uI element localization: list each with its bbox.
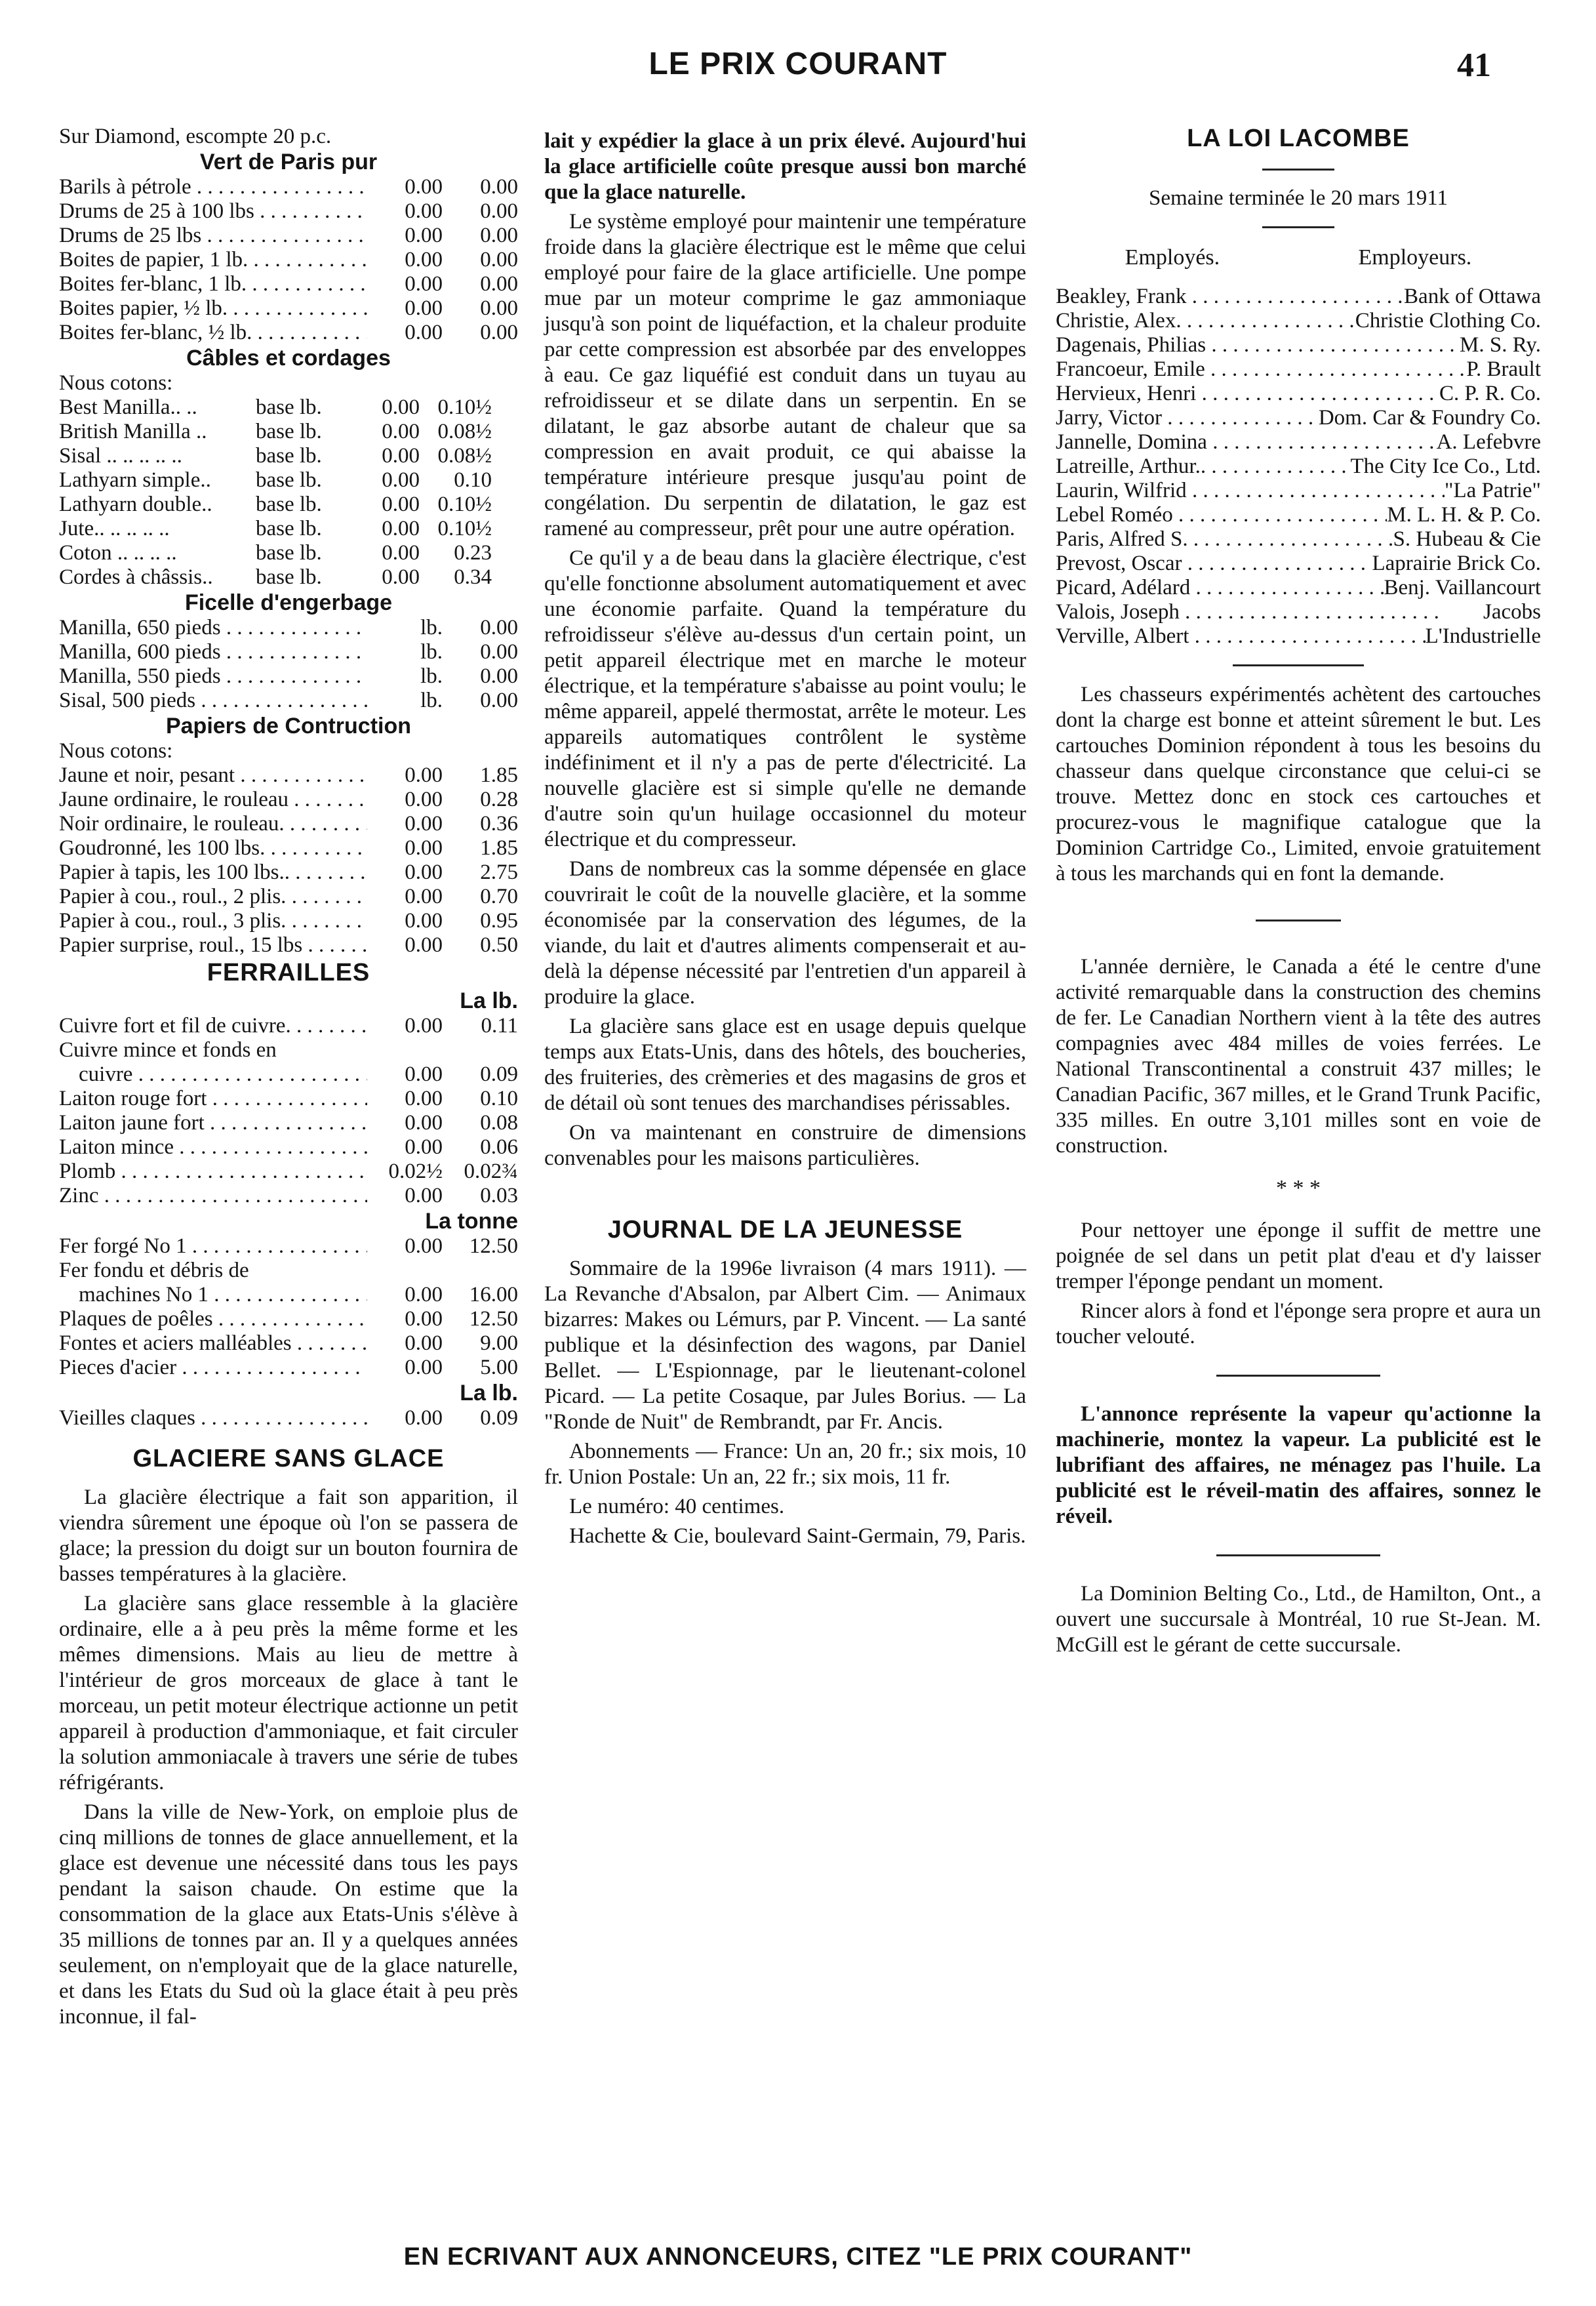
paragraph-belting: La Dominion Belting Co., Ltd., de Hamilton, Ont., a ouvert une succursale à Montréal, 10 rue St-Jean. M. McGill est le gérant de cette succursale.	[1056, 1582, 1541, 1657]
price-high: 1.85	[480, 836, 518, 860]
price-low: 0.00	[405, 296, 443, 320]
papiers-subtitle: Nous cotons:	[59, 739, 173, 763]
price-low: 0.00	[405, 248, 443, 272]
price-row	[59, 1135, 518, 1160]
price-unit: base lb.	[256, 395, 322, 419]
price-low: 0.00	[405, 199, 443, 223]
price-label: Sisal, 500 pieds . . .	[59, 689, 367, 713]
employee-name: Verville, Albert . . .	[1056, 624, 1426, 649]
employee-name: Hervieux, Henri . . .	[1056, 382, 1439, 406]
price-label: Papier à tapis, les 100 lbs.. . . .	[59, 860, 367, 885]
employer-name: Benj. Vaillancourt	[1384, 576, 1541, 599]
price-row	[59, 836, 518, 860]
table-row	[1056, 624, 1541, 649]
price-high: 0.50	[480, 933, 518, 957]
price-high: 0.09	[480, 1406, 518, 1430]
price-high: 0.11	[481, 1014, 518, 1038]
divider	[1216, 1554, 1380, 1556]
price-high: 0.06	[480, 1135, 518, 1159]
price-low: 0.00	[382, 420, 420, 443]
price-low: 0.00	[405, 1283, 443, 1306]
paragraph-chasseurs: Les chasseurs expérimentés achètent des cartouches dont la charge est bonne et atteint sûrement le but. Les cartouches Dominion répondent à tous les besoins du chasseur dans quelque circonstance que celui-ci se trouve. Mettez donc en stock ces cartouches et procurez-vous le magnifique catalogue que la Dominion Cartridge Co., Limited, envoie gratuitement à tous les marchands qui en font la demande.	[1056, 683, 1541, 885]
price-label: Papier à cou., roul., 2 plis. . . .	[59, 885, 367, 909]
price-row	[59, 420, 518, 444]
price-unit: lb.	[420, 664, 443, 688]
divider	[1262, 226, 1334, 228]
price-label: Drums de 25 à 100 lbs . . .	[59, 199, 367, 224]
table-row	[1056, 333, 1541, 357]
section-cables: Câbles et cordages	[186, 346, 391, 371]
employee-name: Beakley, Frank . . .	[1056, 285, 1404, 309]
price-low: 0.00	[405, 1111, 443, 1135]
price-label: Jute.. .. .. .. ..	[59, 517, 170, 540]
price-label: Boites papier, ½ lb. . . .	[59, 296, 367, 321]
price-high: 0.00	[480, 224, 518, 247]
price-high: 1.85	[480, 763, 518, 787]
price-row	[59, 468, 518, 493]
price-label: Plaques de poêles . . .	[59, 1307, 367, 1331]
price-row	[59, 321, 518, 345]
price-high: 0.34	[454, 565, 492, 589]
price-unit: base lb.	[256, 517, 322, 540]
employer-name: S. Hubeau & Cie	[1393, 527, 1541, 551]
header-employes: Employés.	[1125, 245, 1220, 270]
price-low: 0.00	[382, 541, 420, 565]
divider	[1256, 920, 1341, 921]
employer-name: A. Lefebvre	[1436, 430, 1541, 454]
table-row	[1056, 309, 1541, 333]
section-papiers: Papiers de Contruction	[165, 714, 412, 738]
price-low: 0.00	[405, 885, 443, 908]
price-row	[59, 1259, 518, 1283]
price-label: cuivre . . .	[59, 1062, 367, 1087]
employer-name: C. P. R. Co.	[1439, 382, 1541, 405]
paragraph-canada: L'année dernière, le Canada a été le centre d'une activité remarquable dans la construction des chemins de fer. Le Canadian Northern vient à la tête des autres compagnies avec 484 milles de voies ferrées. Le National Transcontinental a construit 437 milles; le Canadian Pacific, 367 milles, et le Grand Trunk Pacific, 335 milles. En outre 3,101 milles sont en voie de construction.	[1056, 955, 1541, 1158]
price-label: Boites de papier, 1 lb. . . .	[59, 248, 367, 272]
price-low: 0.00	[405, 1234, 443, 1258]
price-row	[59, 1087, 518, 1111]
price-list-fer	[59, 1234, 518, 1380]
page-header	[0, 46, 1596, 92]
article-title-glaciere: GLACIERE SANS GLACE	[132, 1445, 445, 1472]
price-row	[59, 224, 518, 248]
table-row	[1056, 382, 1541, 406]
employer-name: M. S. Ry.	[1460, 333, 1541, 357]
employer-name: L'Industrielle	[1425, 624, 1541, 648]
article-title-loi: LA LOI LACOMBE	[1187, 125, 1410, 152]
price-low: 0.00	[405, 860, 443, 884]
price-low: 0.02½	[388, 1160, 443, 1183]
journal-title: LE PRIX COURANT	[648, 47, 948, 81]
section-ferrailles: FERRAILLES	[207, 959, 370, 986]
price-row	[59, 248, 518, 272]
price-high: 0.03	[480, 1184, 518, 1207]
price-high: 0.00	[480, 272, 518, 296]
price-high: 0.10	[454, 468, 492, 492]
price-high: 0.00	[480, 664, 518, 688]
paragraph: Le système employé pour maintenir une température froide dans la glacière électrique est le même que celui employé pour faire de la glace artificielle. Une pompe mue par un moteur comprime le gaz ammoniaque jusqu'à son point de liquéfaction, et la chaleur produite par cette compression est absorbée par des enveloppes à eau. Ce gaz liquéfié est conduit dans un tuyau au refroidisseur et se dilate dans un serpentin. En se dilatant, le gaz absorbe autant de chaleur que sa compression en avait produit, ce qui abaisse la température intérieure presque jusqu'au point de congélation. Du serpentin de dilatation, le gaz est ramené au compresseur, prêt pour une autre opération.	[544, 210, 1026, 540]
price-unit: base lb.	[256, 444, 322, 468]
paragraph-annonce: L'annonce représente la vapeur qu'actionne la machinerie, montez la vapeur. La publicité est le lubrifiant des affaires, ne ménagez pas l'huile. La publicité est le réveil-matin des affaires, sonnez le réveil.	[1056, 1402, 1541, 1528]
price-high: 0.10½	[437, 493, 492, 516]
article-glaciere-continued	[544, 129, 1026, 1171]
price-high: 16.00	[469, 1283, 518, 1306]
price-high: 2.75	[480, 860, 518, 884]
employer-name: Christie Clothing Co.	[1355, 309, 1541, 333]
price-low: 0.00	[405, 812, 443, 836]
price-label: Sisal .. .. .. .. ..	[59, 444, 182, 468]
price-row	[59, 885, 518, 909]
price-label: Best Manilla.. ..	[59, 395, 197, 419]
price-row	[59, 1184, 518, 1208]
employee-name: Valois, Joseph . . .	[1056, 600, 1483, 624]
table-row	[1056, 527, 1541, 552]
price-row	[59, 909, 518, 933]
asterism: * * *	[1276, 1176, 1321, 1200]
price-row	[59, 1307, 518, 1331]
paragraph: La glacière sans glace est en usage depuis quelque temps aux Etats-Unis, dans des hôtels, des boucheries, des fruiteries, des crèmeries et des magasins de gros et de détail où sont tenues des marchandises périssables.	[544, 1015, 1026, 1115]
price-row	[59, 664, 518, 689]
price-unit: base lb.	[256, 541, 322, 565]
price-label: Laiton jaune fort . . .	[59, 1111, 367, 1135]
price-row	[59, 395, 518, 420]
employee-name: Picard, Adélard . . .	[1056, 576, 1384, 600]
paragraph: La glacière électrique a fait son apparition, il viendra sûrement une époque où l'on se passera de glace; la pression du doigt sur un bouton fournira de basses températures à la glacière.	[59, 1486, 518, 1586]
employee-name: Laurin, Wilfrid . . .	[1056, 479, 1445, 503]
price-high: 0.23	[454, 541, 492, 565]
price-high: 0.08½	[437, 444, 492, 468]
price-high: 12.50	[469, 1307, 518, 1331]
price-label: Papier surprise, roul., 15 lbs . . .	[59, 933, 367, 958]
price-unit: lb.	[420, 689, 443, 712]
price-unit: base lb.	[256, 565, 322, 589]
price-low: 0.00	[382, 493, 420, 516]
page-footer: EN ECRIVANT AUX ANNONCEURS, CITEZ "LE PRIX COURANT"	[403, 2243, 1193, 2271]
table-row	[1056, 479, 1541, 503]
table-row	[1056, 552, 1541, 576]
price-high: 5.00	[480, 1356, 518, 1379]
table-row	[1056, 430, 1541, 455]
price-list-vert	[59, 175, 518, 345]
price-label: Boites fer-blanc, 1 lb. . . .	[59, 272, 367, 296]
loi-table-header	[1056, 245, 1541, 270]
price-label: Zinc . . .	[59, 1184, 367, 1208]
price-high: 0.08½	[437, 420, 492, 443]
divider	[1216, 1375, 1380, 1377]
price-low: 0.00	[405, 933, 443, 957]
price-label: British Manilla ..	[59, 420, 207, 443]
price-low: 0.00	[405, 1135, 443, 1159]
employee-name: Dagenais, Philias . . .	[1056, 333, 1460, 357]
employer-name: The City Ice Co., Ltd.	[1350, 455, 1541, 478]
price-high: 0.02¾	[464, 1160, 518, 1183]
price-row	[59, 272, 518, 296]
price-row	[59, 296, 518, 321]
price-low: 0.00	[405, 1307, 443, 1331]
price-high: 12.50	[469, 1234, 518, 1258]
table-row	[1056, 357, 1541, 382]
price-label: Boites fer-blanc, ½ lb. . . .	[59, 321, 367, 345]
price-label: Jaune ordinaire, le rouleau . . .	[59, 788, 367, 812]
price-row	[59, 1331, 518, 1356]
price-high: 0.36	[480, 812, 518, 836]
price-low: 0.00	[405, 1087, 443, 1110]
price-low: 0.00	[405, 175, 443, 199]
price-row	[59, 1356, 518, 1380]
section-vert-de-paris: Vert de Paris pur	[199, 150, 378, 174]
paragraph: La glacière sans glace ressemble à la glacière ordinaire, elle a à peu près la même forme et les mêmes dimensions. Mais au lieu de mettre à l'intérieur de gros morceaux de glace à tant le morceau, un petit moteur électrique actionne un petit appareil à production d'ammoniaque, et fait circuler la solution ammoniacale à travers une série de tubes réfrigérants.	[59, 1592, 518, 1794]
price-row	[59, 860, 518, 885]
price-label: Fontes et aciers malléables . . .	[59, 1331, 367, 1356]
price-low: 0.00	[405, 763, 443, 787]
price-label: Coton .. .. .. ..	[59, 541, 177, 565]
price-label: Papier à cou., roul., 3 plis. . . .	[59, 909, 367, 933]
price-low: 0.00	[405, 836, 443, 860]
paragraph: Le numéro: 40 centimes.	[569, 1495, 785, 1518]
price-row	[59, 541, 518, 565]
price-row	[59, 1234, 518, 1259]
price-label: Manilla, 550 pieds . . .	[59, 664, 367, 689]
price-low: 0.00	[382, 468, 420, 492]
divider	[1262, 169, 1334, 171]
price-row	[59, 517, 518, 541]
price-label: Manilla, 650 pieds . . .	[59, 616, 367, 640]
price-low: 0.00	[405, 1331, 443, 1355]
article-title-journal: JOURNAL DE LA JEUNESSE	[607, 1216, 963, 1244]
price-label: Drums de 25 lbs . . .	[59, 224, 367, 248]
table-row	[1056, 503, 1541, 527]
price-high: 0.08	[480, 1111, 518, 1135]
price-label: Lathyarn double..	[59, 493, 212, 516]
price-row	[59, 812, 518, 836]
section-ficelle: Ficelle d'engerbage	[184, 590, 393, 615]
price-label: Lathyarn simple..	[59, 468, 211, 492]
price-row	[59, 788, 518, 812]
price-row	[59, 1014, 518, 1038]
page-number: 41	[1457, 47, 1491, 84]
price-high: 0.10½	[437, 517, 492, 540]
price-label: Cuivre mince et fonds en	[59, 1038, 277, 1062]
table-row	[1056, 406, 1541, 430]
price-list-ficelle	[59, 616, 518, 713]
price-row	[59, 763, 518, 788]
unit-header: La tonne	[425, 1209, 518, 1234]
price-label: Cordes à châssis..	[59, 565, 213, 589]
price-low: 0.00	[382, 444, 420, 468]
price-row	[59, 493, 518, 517]
price-label: Fer forgé No 1 . . .	[59, 1234, 367, 1259]
unit-header: La lb.	[460, 1381, 518, 1406]
price-low: 0.00	[405, 788, 443, 811]
article-journal	[544, 1256, 1026, 1549]
price-unit: lb.	[420, 616, 443, 639]
price-low: 0.00	[405, 1062, 443, 1086]
price-row	[59, 1160, 518, 1184]
employee-name: Lebel Roméo . . .	[1056, 503, 1387, 527]
price-unit: base lb.	[256, 493, 322, 516]
unit-header: La lb.	[460, 988, 518, 1013]
price-list-papiers	[59, 763, 518, 958]
employee-name: Paris, Alfred S. . . .	[1056, 527, 1393, 552]
price-list-ferrailles	[59, 1014, 518, 1208]
price-label: Manilla, 600 pieds . . .	[59, 640, 367, 664]
price-low: 0.00	[382, 395, 420, 419]
paragraph: On va maintenant en construire de dimensions convenables pour les maisons particulières.	[544, 1121, 1026, 1170]
price-unit: base lb.	[256, 420, 322, 443]
header-employeurs: Employeurs.	[1358, 245, 1472, 270]
table-row	[1056, 455, 1541, 479]
price-label: Laiton rouge fort . . .	[59, 1087, 367, 1111]
price-high: 0.00	[480, 640, 518, 664]
price-high: 0.95	[480, 909, 518, 933]
discount-note: Sur Diamond, escompte 20 p.c.	[59, 125, 332, 148]
employer-name: Dom. Car & Foundry Co.	[1318, 406, 1541, 430]
price-high: 0.70	[480, 885, 518, 908]
paragraph: Hachette & Cie, boulevard Saint-Germain, 79, Paris.	[569, 1524, 1026, 1548]
price-low: 0.00	[405, 1356, 443, 1379]
employer-name: "La Patrie"	[1445, 479, 1541, 502]
price-high: 0.00	[480, 175, 518, 199]
price-label: Cuivre fort et fil de cuivre. . . .	[59, 1014, 367, 1038]
table-row	[1056, 600, 1541, 624]
price-high: 9.00	[480, 1331, 518, 1355]
price-low: 0.00	[405, 321, 443, 344]
employee-name: Francoeur, Emile . . .	[1056, 357, 1466, 382]
price-high: 0.00	[480, 616, 518, 639]
price-row	[59, 1038, 518, 1062]
employee-name: Christie, Alex. . . .	[1056, 309, 1355, 333]
paragraph-eponge-2: Rincer alors à fond et l'éponge sera propre et aura un toucher velouté.	[1056, 1299, 1541, 1348]
price-high: 0.00	[480, 199, 518, 223]
paragraph: Ce qu'il y a de beau dans la glacière électrique, c'est qu'elle fonctionne absolument automatiquement et avec une économie parfaite. Quand la température du refroidisseur s'élève au-dessus d'un certain point, un petit appareil électrique met en marche le moteur électrique, et la température s'abaisse au point voulu; le même appareil, appelé thermostat, arrête le moteur. Les appareils automatiques contrôlent le système indéfiniment et il n'y a pas de perte d'électricité. La nouvelle glacière est si simple qu'elle ne demande d'autre soin qu'un huilage occasionnel du moteur électrique et du compresseur.	[544, 546, 1026, 851]
price-low: 0.00	[382, 565, 420, 589]
price-label: Laiton mince . . .	[59, 1135, 367, 1160]
employer-name: Jacobs	[1483, 600, 1541, 624]
price-unit: lb.	[420, 640, 443, 664]
price-high: 0.00	[480, 321, 518, 344]
employee-name: Latreille, Arthur.. . . .	[1056, 455, 1350, 479]
loi-table	[1056, 285, 1541, 649]
column-article	[544, 125, 1026, 1553]
price-label: Noir ordinaire, le rouleau. . . .	[59, 812, 367, 836]
price-row	[59, 640, 518, 664]
employer-name: Laprairie Brick Co.	[1372, 552, 1541, 575]
price-row	[59, 933, 518, 958]
price-label: Barils à pétrole . . .	[59, 175, 367, 199]
column-notices	[1056, 125, 1541, 1662]
employer-name: M. L. H. & P. Co.	[1387, 503, 1541, 527]
price-row	[59, 565, 518, 590]
paragraph: Abonnements — France: Un an, 20 fr.; six mois, 10 fr. Union Postale: Un an, 22 fr.; six mois, 11 fr.	[544, 1440, 1026, 1489]
employer-name: Bank of Ottawa	[1404, 285, 1541, 308]
price-low: 0.00	[382, 517, 420, 540]
table-row	[1056, 285, 1541, 309]
price-row	[59, 175, 518, 199]
price-row	[59, 616, 518, 640]
price-high: 0.00	[480, 296, 518, 320]
price-row	[59, 1406, 518, 1430]
paragraph: lait y expédier la glace à un prix élevé. Aujourd'hui la glace artificielle coûte presque aussi bon marché que la glace naturelle.	[544, 129, 1026, 204]
price-high: 0.28	[480, 788, 518, 811]
article-glaciere	[59, 1485, 518, 2030]
price-unit: base lb.	[256, 468, 322, 492]
price-low: 0.00	[405, 272, 443, 296]
price-high: 0.00	[480, 689, 518, 712]
employee-name: Jannelle, Domina . . .	[1056, 430, 1437, 455]
paragraph: Dans la ville de New-York, on emploie plus de cinq millions de tonnes de glace annuellement, et la glace est devenue une nécessité dans tous les pays pendant la saison chaude. On estime que la consommation de la glace aux Etats-Unis s'élève à 35 millions de tonnes par an. Il y a quelques années seulement, on n'employait que de la glace naturelle, et dans les Etats du Sud où la glace était à peu près inconnue, il fal-	[59, 1800, 518, 2029]
price-label: Plomb . . .	[59, 1160, 367, 1184]
price-row	[59, 444, 518, 468]
price-list-cables	[59, 395, 518, 590]
employee-name: Prevost, Oscar . . .	[1056, 552, 1372, 576]
employee-name: Jarry, Victor . . . .	[1056, 406, 1319, 430]
week-note: Semaine terminée le 20 mars 1911	[1148, 186, 1448, 210]
price-high: 0.09	[480, 1062, 518, 1086]
cables-subtitle: Nous cotons:	[59, 371, 173, 395]
price-label: Goudronné, les 100 lbs. . . .	[59, 836, 367, 860]
price-low: 0.00	[405, 1184, 443, 1207]
paragraph-eponge: Pour nettoyer une éponge il suffit de mettre une poignée de sel dans un petit plat d'eau et d'y laisser tremper l'éponge pendant un moment.	[1056, 1219, 1541, 1293]
price-low: 0.00	[405, 909, 443, 933]
employer-name: P. Brault	[1466, 357, 1541, 381]
price-label: Fer fondu et débris de	[59, 1259, 249, 1282]
column-prices	[59, 125, 518, 2034]
price-row	[59, 1283, 518, 1307]
price-label: Jaune et noir, pesant . . .	[59, 763, 367, 788]
price-label: Pieces d'acier . . .	[59, 1356, 367, 1380]
price-low: 0.00	[405, 1406, 443, 1430]
price-row	[59, 199, 518, 224]
price-label: machines No 1 . . .	[59, 1283, 367, 1307]
price-high: 0.00	[480, 248, 518, 272]
price-low: 0.00	[405, 224, 443, 247]
table-row	[1056, 576, 1541, 600]
price-high: 0.10	[480, 1087, 518, 1110]
price-row	[59, 1062, 518, 1087]
price-label: Vieilles claques . . .	[59, 1406, 367, 1430]
price-row	[59, 1111, 518, 1135]
price-high: 0.10½	[437, 395, 492, 419]
price-low: 0.00	[405, 1014, 443, 1038]
price-row	[59, 689, 518, 713]
paragraph: Sommaire de la 1996e livraison (4 mars 1911). — La Revanche d'Absalon, par Albert Cim. — Animaux bizarres: Makes ou Lémurs, par P. Vincent. — La santé publique et la désinfection des wagons, par Daniel Bellet. — L'Espionnage, par le lieutenant-colonel Picard. — La petite Cosaque, par Jules Borius. — La "Ronde de Nuit" de Rembrandt, par Fr. Ancis.	[544, 1257, 1026, 1434]
paragraph: Dans de nombreux cas la somme dépensée en glace couvrirait le coût de la nouvelle glacière, et la somme économisée par la conservation des légumes, de la viande, du lait et d'autres aliments compenserait et au-delà la dépense nécessité par l'entretien d'un appareil à produire la glace.	[544, 857, 1026, 1009]
divider	[1233, 664, 1364, 666]
